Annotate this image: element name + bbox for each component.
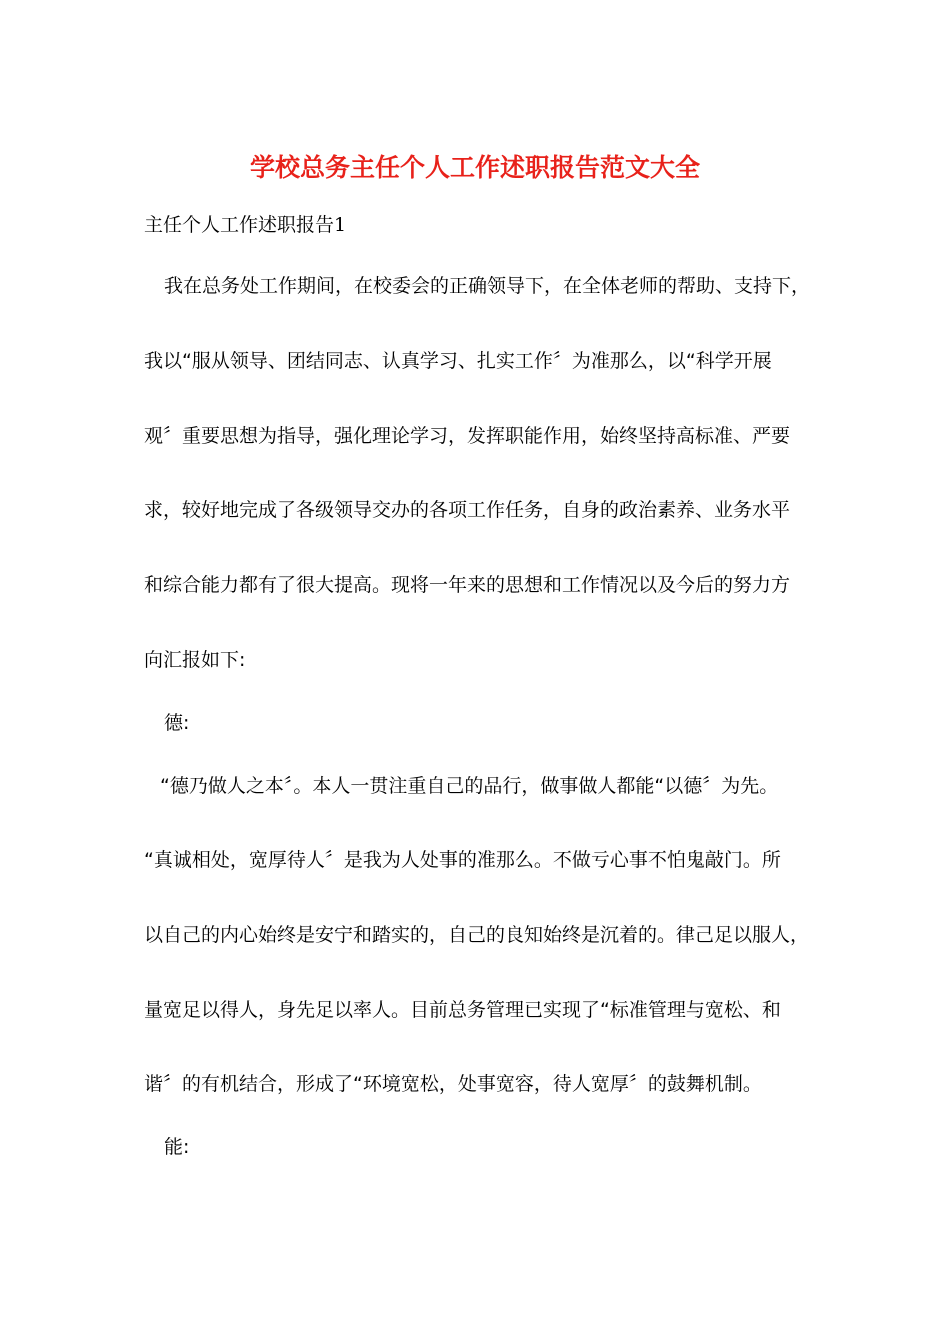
paragraph-line: 量宽足以得人，身先足以率人。目前总务管理已实现了“标准管理与宽松、和 <box>144 999 781 1021</box>
paragraph-line: “真诚相处，宽厚待人〞是我为人处事的准那么。不做亏心事不怕鬼敲门。所 <box>144 849 781 871</box>
paragraph-line: 我在总务处工作期间，在校委会的正确领导下，在全体老师的帮助、支持下， <box>164 275 811 297</box>
paragraph-line: 观〞重要思想为指导，强化理论学习，发挥职能作用，始终坚持高标准、严要 <box>144 425 791 447</box>
paragraph-line: 我以“服从领导、团结同志、认真学习、扎实工作〞为准那么，以“科学开展 <box>144 350 772 372</box>
paragraph-line: 以自己的内心始终是安宁和踏实的，自己的良知始终是沉着的。律己足以服人， <box>144 924 810 946</box>
paragraph-line: 求，较好地完成了各级领导交办的各项工作任务，自身的政治素养、业务水平 <box>144 499 791 521</box>
document-title: 学校总务主任个人工作述职报告范文大全 <box>249 153 700 182</box>
paragraph-line: 和综合能力都有了很大提高。现将一年来的思想和工作情况以及今后的努力方 <box>144 574 791 596</box>
section-label: 德: <box>164 712 190 734</box>
paragraph-line: 向汇报如下: <box>144 649 246 671</box>
section-label: 能: <box>164 1136 190 1158</box>
paragraph-line: 谐〞的有机结合，形成了“环境宽松，处事宽容，待人宽厚〞的鼓舞机制。 <box>144 1073 762 1095</box>
section-heading: 主任个人工作述职报告1 <box>144 214 347 236</box>
paragraph-line: “德乃做人之本〞。本人一贯注重自己的品行，做事做人都能“以德〞为先。 <box>160 775 779 797</box>
